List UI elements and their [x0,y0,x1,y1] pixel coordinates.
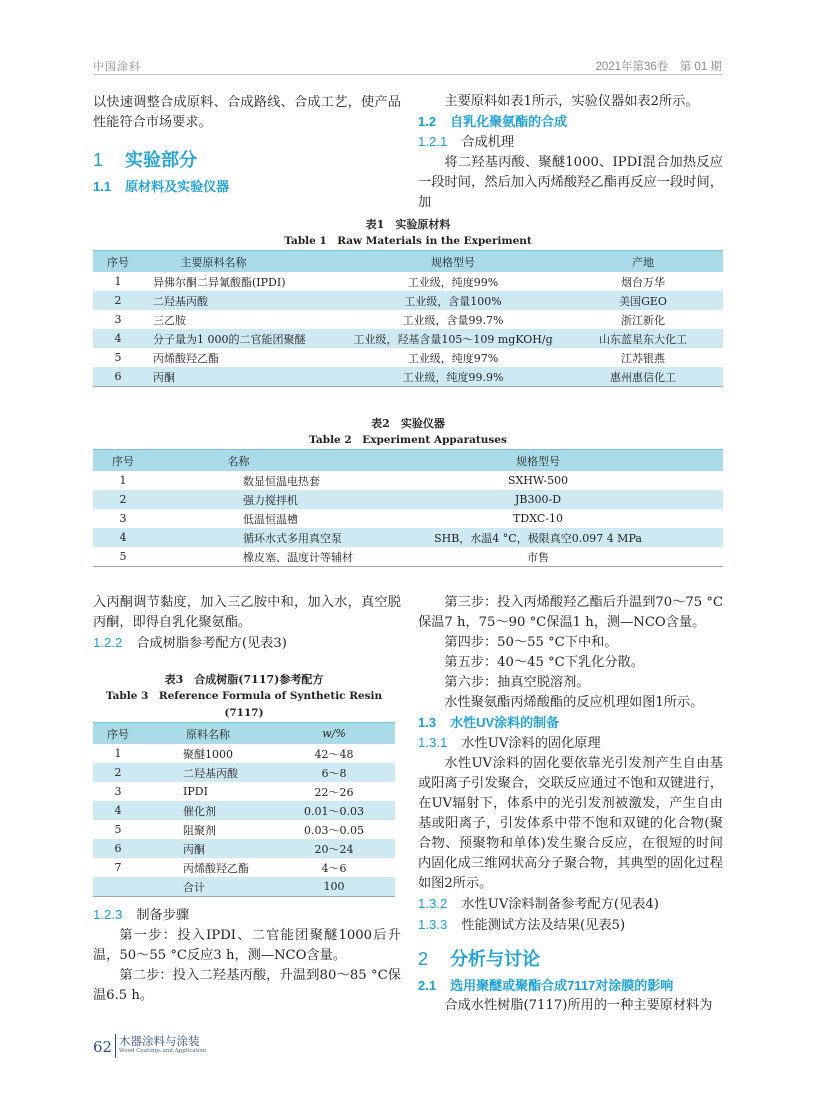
table-cell: 合计 [143,877,273,897]
table-cell: 3 [119,512,127,525]
table-row [93,310,723,329]
table-cell: 分子量为1 000的二官能团聚醚 [143,329,343,348]
table-cell: 强力搅拌机 [153,490,353,509]
section-number: 1.2.3 [93,907,123,922]
section-title: 合成机理 [461,135,515,150]
paragraph: 第六步：抽真空脱溶剂。 [444,675,590,690]
table-row [93,877,395,897]
footer-journal-en: Wood Coatings and Application [119,1048,207,1054]
table-cell: 催化剂 [143,801,273,820]
table-cell: 3 [114,785,122,798]
section-number: 1.3 [418,715,437,730]
table-row [93,471,723,490]
page-number: 62 [93,1038,113,1056]
left-bottom-column [93,593,401,654]
table-cell: 6～8 [273,763,395,782]
table-cell: 市售 [353,547,723,567]
table-cell: 20～24 [273,839,395,858]
section-number: 1.2.2 [93,635,123,650]
paragraph: 水性聚氨酯丙烯酸酯的反应机理如图1所示。 [444,695,704,710]
paragraph: 第一步：投入IPDI、二官能团聚醚1000后升温，50～55 °C反应3 h，测—NCO含量。 [93,928,401,963]
table-cell: JB300-D [353,490,723,509]
table-cell: 低温恒温槽 [243,512,298,526]
table-cell: 循环水式多用真空泵 [153,528,353,547]
table-cell: 1 [114,747,122,760]
section-heading-1-2-3 [93,905,401,926]
table-cell: 山东蓝星东大化工 [563,329,723,348]
table-cell: 1 [114,275,122,288]
table-cell: 22～26 [314,785,354,799]
section-number: 1.3.1 [418,735,448,750]
table-header-row [93,723,395,745]
table-cell: 工业级，纯度99.9% [343,367,563,387]
section-heading-1-3-1 [418,733,723,754]
table-cell: 2 [93,291,143,310]
section-title: 性能测试方法及结果(见表5) [461,918,626,933]
table-header-row [93,251,723,273]
paragraph: 第五步：40～45 °C下乳化分散。 [444,655,644,670]
table-title-cn: 表3 合成树脂(7117)参考配方 [164,673,324,686]
section-number: 2 [418,949,429,969]
section-title: 实验部分 [125,150,198,170]
table-row [93,528,723,547]
table-cell: 1 [119,474,127,487]
section-number: 1.3.2 [418,896,448,911]
table-cell: 聚醚1000 [183,747,233,761]
table-cell: 5 [93,547,153,567]
table-cell: 橡皮塞、温度计等辅材 [153,547,353,567]
section-heading-1-3-2 [418,894,723,915]
section-number: 2.1 [418,978,437,993]
section-title: 制备步骤 [136,908,190,923]
table-title-cn: 表2 实验仪器 [371,417,445,430]
table-2 [93,415,723,567]
right-top-column [418,92,723,213]
paragraph: 合成水性树脂(7117)所用的一种主要原材料为 [444,998,713,1013]
table-header-row [93,450,723,472]
section-number: 1.1 [93,179,112,194]
table-cell: 0.01～0.03 [273,801,395,820]
left-top-column [93,93,401,197]
table-cell: 工业级，含量99.7% [402,313,504,327]
table-cell: 异佛尔酮二异氰酸酯(IPDI) [153,275,286,289]
journal-header: 中国涂料 [93,61,141,73]
table-cell: 42～48 [314,747,354,761]
section-number: 1.2.1 [418,134,448,149]
section-heading-1-2 [418,112,723,132]
section-heading-2-1 [418,976,723,996]
section-heading-1-1 [93,177,401,197]
right-bottom-column [418,593,723,1016]
table-row [93,801,395,820]
table-cell: 7 [114,861,122,874]
table-cell: 6 [93,839,143,858]
table-title-cn: 表1 实验原材料 [365,218,451,231]
table-cell: 丙烯酸羟乙酯 [153,351,219,365]
section-number: 1.2 [418,114,437,129]
table-cell: 工业级，羟基含量105～109 mgKOH/g [343,329,563,348]
table-row [93,763,395,782]
column-header: 原料名称 [143,723,273,745]
apparatus-table [93,449,723,567]
table-cell: 4 [93,528,153,547]
section-heading-1-3 [418,713,723,733]
section-heading-1-3-3 [418,915,723,936]
table-row [93,291,723,310]
section-title: 选用聚醚或聚酯合成7117对涂膜的影响 [450,978,674,993]
table-row [93,744,395,763]
table-cell: SXHW-500 [507,474,569,487]
table-cell: 2 [93,490,153,509]
footer-divider [115,1034,116,1058]
table-cell: 三乙胺 [153,313,186,327]
table-cell: 0.03～0.05 [304,823,364,837]
table-cell: 6 [93,367,143,387]
paragraph: 第二步：投入二羟基丙酸，升温到80～85 °C保温6.5 h。 [93,968,401,1003]
table-cell: IPDI [183,785,208,798]
paragraph: 主要原料如表1所示，实验仪器如表2所示。 [444,94,699,109]
section-title: 分析与讨论 [450,949,541,969]
column-header: w/% [273,723,395,745]
formula-table [93,722,395,897]
table-title-en: Table 2 Experiment Apparatuses [309,434,507,446]
section-heading-2 [418,944,723,974]
table-row [93,272,723,291]
table-cell: 丙酮 [143,367,343,387]
table-row [93,367,723,387]
column-header: 序号 [93,251,143,273]
paragraph: 水性UV涂料的固化要依靠光引发剂产生自由基或阳离子引发聚合，交联反应通过不饱和双键进行，在UV辐射下，体系中的光引发剂被激发，产生自由基或阳离子，引发体系中带不饱和双键的化合物(聚合物、预聚物和单体)发生聚合反应，在很短的时间内固化成三维网状高分子聚合物，其典型的固化过程如图2所示。 [418,756,723,891]
table-row [93,547,723,567]
column-header: 主要原料名称 [143,251,343,273]
table-cell: 工业级，纯度99% [407,275,499,289]
table-cell: 美国GEO [563,291,723,310]
table-cell: 5 [114,351,122,364]
table-cell: 4～6 [321,861,347,875]
section-title: 水性UV涂料的制备 [450,715,560,730]
table-cell: 丙酮 [143,839,273,858]
table-cell: 5 [114,823,122,836]
table-row [93,509,723,528]
left-bottom-steps [93,905,401,1006]
table-row [93,839,395,858]
section-title: 水性UV涂料制备参考配方(见表4) [461,897,659,912]
paragraph: 第三步：投入丙烯酸羟乙酯后升温到70～75 °C保温7 h，75～90 °C保温1 h，测—NCO含量。 [418,595,724,630]
section-heading-1-2-2 [93,633,401,654]
table-cell: SHB，水温4 °C，极限真空0.097 4 MPa [353,528,723,547]
table-title-en: Table 3 Reference Formula of Synthetic Resin (7117) [105,690,383,719]
table-cell: 工业级，含量100% [343,291,563,310]
column-header: 规格型号 [343,251,563,273]
section-title: 自乳化聚氨酯的合成 [450,114,568,129]
section-heading-1 [93,145,401,175]
section-title: 合成树脂参考配方(见表3) [136,636,287,651]
table-cell: 2 [93,763,143,782]
section-title: 原材料及实验仪器 [125,179,230,194]
header-divider [93,74,723,75]
table-row [93,490,723,509]
table-cell: 丙烯酸羟乙酯 [183,861,249,875]
column-header: 序号 [93,723,143,745]
column-header: 序号 [93,450,153,472]
table-cell: 二羟基丙酸 [143,291,343,310]
section-number: 1 [93,150,104,170]
table-cell: 惠州惠信化工 [563,367,723,387]
column-header: 规格型号 [353,450,723,472]
section-title: 水性UV涂料的固化原理 [461,736,601,751]
footer-journal-cn: 木器涂料与涂装 [119,1036,200,1048]
table-cell: 100 [273,877,395,897]
column-header: 名称 [153,450,353,472]
table-cell: 江苏银燕 [621,351,665,365]
table-row [93,329,723,348]
column-header: 产地 [563,251,723,273]
table-row [93,348,723,367]
table-cell: TDXC-10 [513,512,563,525]
table-cell [93,877,143,897]
paragraph: 第四步：50～55 °C下中和。 [444,635,618,650]
issue-info: 2021年第36卷 第 01 期 [595,61,722,73]
paragraph: 以快速调整合成原料、合成路线、合成工艺，使产品性能符合市场要求。 [93,95,401,130]
section-heading-1-2-1 [418,132,723,153]
table-cell: 4 [93,801,143,820]
table-3 [93,671,395,897]
table-row [93,820,395,839]
table-cell: 阻聚剂 [183,823,216,837]
table-cell: 工业级，纯度97% [407,351,499,365]
table-cell: 浙江新化 [621,313,665,327]
table-1 [93,216,723,387]
table-cell: 3 [114,313,122,326]
paragraph: 将二羟基丙酸、聚醚1000、IPDI混合加热反应一段时间，然后加入丙烯酸羟乙酯再反应一段时间，加 [418,155,723,210]
section-number: 1.3.3 [418,917,448,932]
table-title-en: Table 1 Raw Materials in the Experiment [284,235,532,247]
table-cell: 数显恒温电热套 [243,474,320,488]
table-cell: 烟台万华 [621,275,665,289]
raw-materials-table [93,250,723,387]
table-cell: 二羟基丙酸 [143,763,273,782]
table-cell: 4 [93,329,143,348]
table-row [93,782,395,801]
paragraph: 入丙酮调节黏度，加入三乙胺中和，加入水，真空脱丙酮，即得自乳化聚氨酯。 [93,595,401,630]
table-row [93,858,395,877]
